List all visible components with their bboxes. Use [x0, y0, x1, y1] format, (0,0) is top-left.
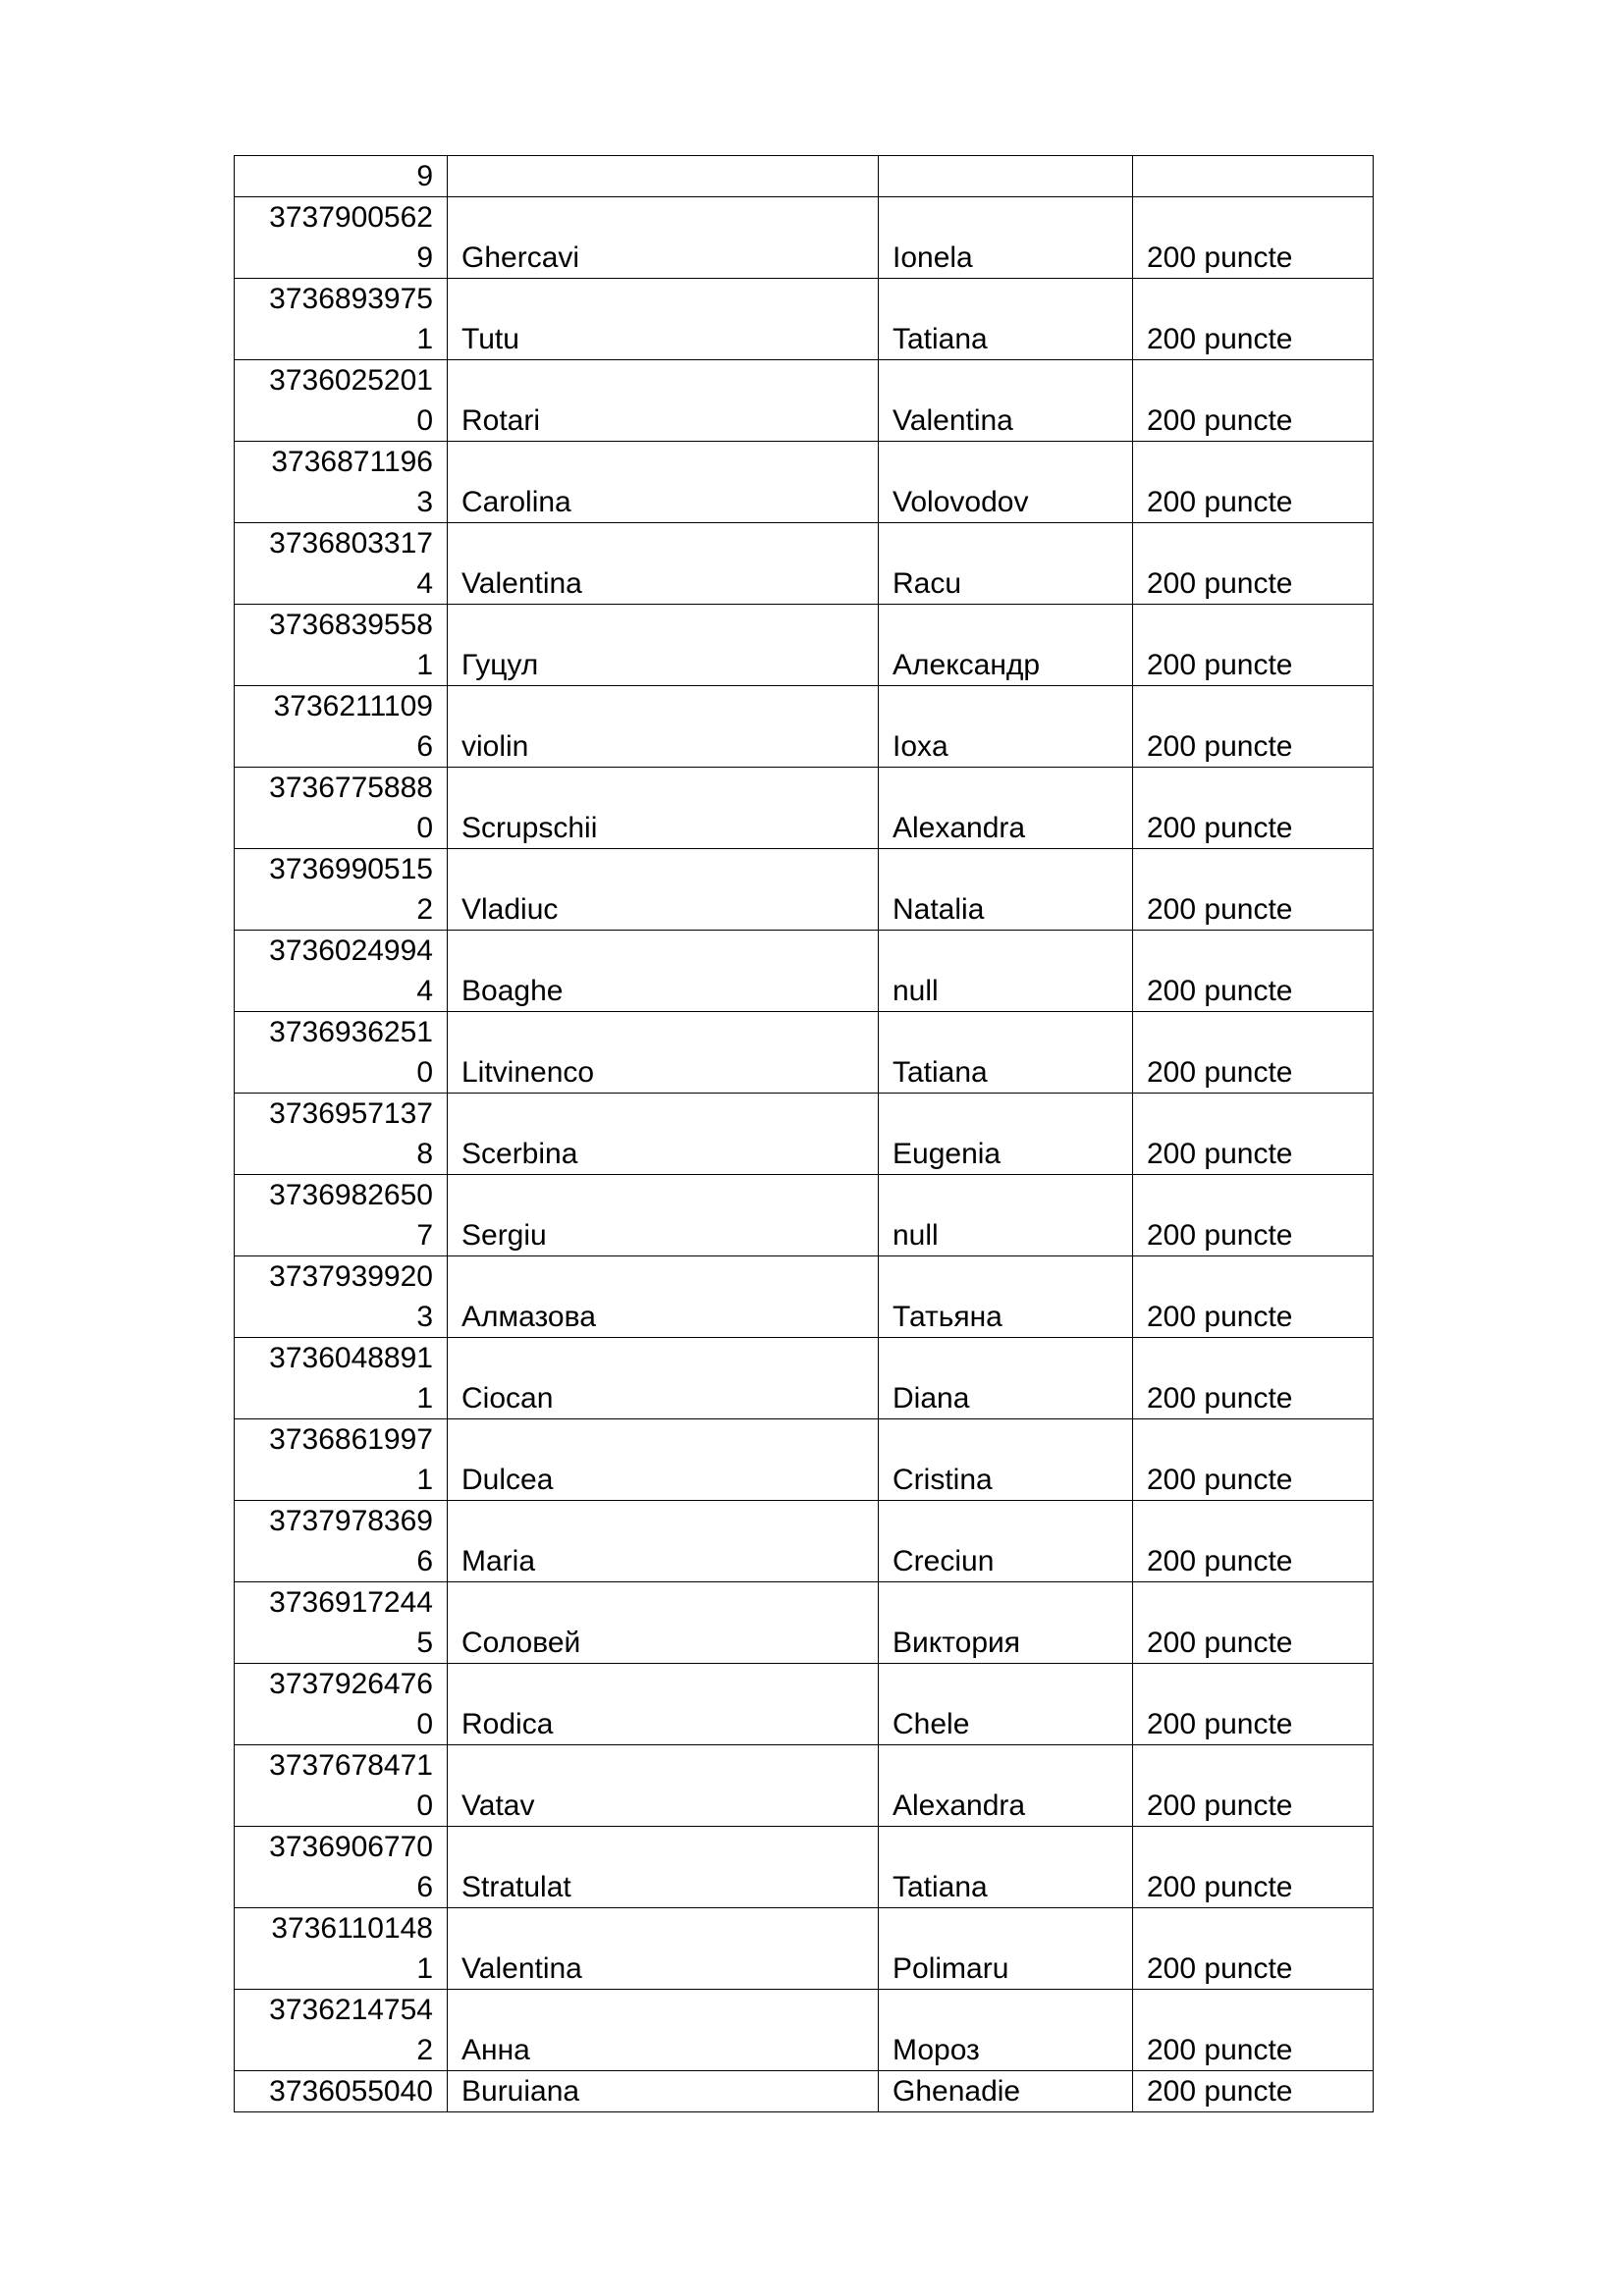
- first-name-cell: Eugenia: [879, 1094, 1133, 1175]
- phone-line: 3737939920: [269, 1260, 433, 1293]
- points-cell: 200 puncte: [1133, 1908, 1374, 1990]
- points-cell: 200 puncte: [1133, 1745, 1374, 1827]
- last-name-cell: Vladiuc: [448, 849, 879, 931]
- points-cell: 200 puncte: [1133, 1827, 1374, 1908]
- first-name-cell: Ioxa: [879, 686, 1133, 768]
- last-name-cell: Valentina: [448, 1908, 879, 1990]
- phone-line: 5: [416, 1627, 433, 1659]
- table-row: [235, 1012, 1374, 1094]
- last-name-cell: Vatav: [448, 1745, 879, 1827]
- phone-cell: [235, 1094, 448, 1175]
- phone-cell: [235, 1501, 448, 1582]
- phone-line: 3: [416, 1301, 433, 1333]
- phone-cell: [235, 1012, 448, 1094]
- phone-line: 3737926476: [269, 1668, 433, 1700]
- points-cell: 200 puncte: [1133, 768, 1374, 849]
- table-row: [235, 442, 1374, 523]
- phone-line: 3736982650: [269, 1179, 433, 1211]
- table-row: [235, 1745, 1374, 1827]
- phone-line: 2: [416, 893, 433, 926]
- points-cell: 200 puncte: [1133, 1012, 1374, 1094]
- last-name-cell: Stratulat: [448, 1827, 879, 1908]
- last-name-cell: Tutu: [448, 279, 879, 360]
- first-name-cell: null: [879, 931, 1133, 1012]
- points-cell: 200 puncte: [1133, 849, 1374, 931]
- phone-line: 6: [416, 1871, 433, 1903]
- first-name-cell: Alexandra: [879, 768, 1133, 849]
- last-name-cell: Анна: [448, 1990, 879, 2071]
- last-name-cell: Соловей: [448, 1582, 879, 1664]
- phone-line: 3736024994: [269, 934, 433, 967]
- phone-line: 3737900562: [269, 201, 433, 234]
- first-name-cell: Natalia: [879, 849, 1133, 931]
- first-name-cell: Ionela: [879, 197, 1133, 279]
- phone-line: 0: [416, 1789, 433, 1822]
- phone-cell: [235, 1256, 448, 1338]
- last-name-cell: Scrupschii: [448, 768, 879, 849]
- phone-cell: [235, 156, 448, 197]
- phone-line: 3737978369: [269, 1505, 433, 1537]
- phone-cell: [235, 442, 448, 523]
- last-name-cell: Sergiu: [448, 1175, 879, 1256]
- last-name-cell: Litvinenco: [448, 1012, 879, 1094]
- last-name-cell: Rotari: [448, 360, 879, 442]
- phone-cell: [235, 1827, 448, 1908]
- last-name-cell: violin: [448, 686, 879, 768]
- first-name-cell: Мороз: [879, 1990, 1133, 2071]
- phone-line: 3736936251: [269, 1016, 433, 1048]
- last-name-cell: Ciocan: [448, 1338, 879, 1419]
- phone-line: 9: [416, 160, 433, 192]
- last-name-cell: Rodica: [448, 1664, 879, 1745]
- points-cell: 200 puncte: [1133, 2071, 1374, 2112]
- phone-line: 3736211109: [273, 690, 433, 722]
- points-cell: 200 puncte: [1133, 686, 1374, 768]
- table-row: [235, 1175, 1374, 1256]
- phone-cell: [235, 931, 448, 1012]
- first-name-cell: Volovodov: [879, 442, 1133, 523]
- points-cell: 200 puncte: [1133, 360, 1374, 442]
- phone-line: 6: [416, 1545, 433, 1577]
- first-name-cell: Chele: [879, 1664, 1133, 1745]
- table-row: [235, 1256, 1374, 1338]
- table-body: [235, 156, 1374, 2112]
- phone-line: 3736803317: [269, 527, 433, 560]
- points-cell: 200 puncte: [1133, 197, 1374, 279]
- phone-cell: [235, 1745, 448, 1827]
- phone-line: 1: [416, 1382, 433, 1415]
- phone-line: 3737678471: [269, 1749, 433, 1782]
- points-cell: 200 puncte: [1133, 931, 1374, 1012]
- phone-line: 0: [416, 812, 433, 844]
- first-name-cell: Ghenadie: [879, 2071, 1133, 2112]
- phone-cell: [235, 605, 448, 686]
- phone-line: 9: [416, 241, 433, 274]
- points-cell: 200 puncte: [1133, 1664, 1374, 1745]
- points-cell: 200 puncte: [1133, 523, 1374, 605]
- phone-line: 4: [416, 975, 433, 1007]
- first-name-cell: Татьяна: [879, 1256, 1133, 1338]
- first-name-cell: Виктория: [879, 1582, 1133, 1664]
- points-cell: 200 puncte: [1133, 1419, 1374, 1501]
- phone-line: 6: [416, 730, 433, 763]
- points-cell: 200 puncte: [1133, 605, 1374, 686]
- last-name-cell: Ghercavi: [448, 197, 879, 279]
- last-name-cell: Valentina: [448, 523, 879, 605]
- table-row: [235, 523, 1374, 605]
- table-row: [235, 605, 1374, 686]
- phone-cell: [235, 686, 448, 768]
- table-row: [235, 768, 1374, 849]
- points-cell: 200 puncte: [1133, 1501, 1374, 1582]
- last-name-cell: Алмазова: [448, 1256, 879, 1338]
- phone-line: 3736957137: [269, 1097, 433, 1130]
- phone-line: 3736214754: [269, 1994, 433, 2026]
- first-name-cell: Tatiana: [879, 279, 1133, 360]
- phone-line: 0: [416, 404, 433, 437]
- last-name-cell: Carolina: [448, 442, 879, 523]
- phone-line: 3736990515: [269, 853, 433, 885]
- phone-cell: [235, 1908, 448, 1990]
- points-cell: 200 puncte: [1133, 1582, 1374, 1664]
- participants-table: [234, 155, 1374, 2112]
- table-row: [235, 1664, 1374, 1745]
- phone-line: 3736906770: [269, 1831, 433, 1863]
- points-cell: 200 puncte: [1133, 1256, 1374, 1338]
- last-name-cell: Scerbina: [448, 1094, 879, 1175]
- table-row: [235, 1582, 1374, 1664]
- phone-cell: [235, 360, 448, 442]
- phone-line: 1: [416, 1952, 433, 1985]
- phone-line: 0: [416, 1056, 433, 1089]
- last-name-cell: Boaghe: [448, 931, 879, 1012]
- table-row: [235, 931, 1374, 1012]
- phone-cell: [235, 1664, 448, 1745]
- first-name-cell: [879, 156, 1133, 197]
- phone-line: 7: [416, 1219, 433, 1252]
- phone-line: 3736055040: [269, 2075, 433, 2108]
- phone-line: 3736110148: [271, 1912, 433, 1945]
- phone-line: 8: [416, 1138, 433, 1170]
- phone-line: 3736048891: [269, 1342, 433, 1374]
- first-name-cell: Alexandra: [879, 1745, 1133, 1827]
- table-row: [235, 2071, 1374, 2112]
- phone-line: 4: [416, 567, 433, 600]
- first-name-cell: null: [879, 1175, 1133, 1256]
- table-row: [235, 1419, 1374, 1501]
- last-name-cell: [448, 156, 879, 197]
- table-row: [235, 156, 1374, 197]
- points-cell: 200 puncte: [1133, 279, 1374, 360]
- phone-cell: [235, 1582, 448, 1664]
- first-name-cell: Tatiana: [879, 1012, 1133, 1094]
- first-name-cell: Racu: [879, 523, 1133, 605]
- points-cell: 200 puncte: [1133, 442, 1374, 523]
- phone-cell: [235, 1990, 448, 2071]
- phone-line: 1: [416, 1464, 433, 1496]
- table-row: [235, 1501, 1374, 1582]
- table-row: [235, 360, 1374, 442]
- phone-line: 3736893975: [269, 283, 433, 315]
- first-name-cell: Tatiana: [879, 1827, 1133, 1908]
- table-row: [235, 1338, 1374, 1419]
- points-cell: 200 puncte: [1133, 1175, 1374, 1256]
- table-row: [235, 279, 1374, 360]
- phone-line: 2: [416, 2034, 433, 2066]
- last-name-cell: Buruiana: [448, 2071, 879, 2112]
- last-name-cell: Гуцул: [448, 605, 879, 686]
- table-row: [235, 686, 1374, 768]
- first-name-cell: Александр: [879, 605, 1133, 686]
- phone-line: 1: [416, 323, 433, 355]
- table-row: [235, 1827, 1374, 1908]
- first-name-cell: Valentina: [879, 360, 1133, 442]
- phone-cell: [235, 849, 448, 931]
- points-cell: 200 puncte: [1133, 1990, 1374, 2071]
- last-name-cell: Dulcea: [448, 1419, 879, 1501]
- phone-cell: [235, 768, 448, 849]
- first-name-cell: Creciun: [879, 1501, 1133, 1582]
- first-name-cell: Diana: [879, 1338, 1133, 1419]
- phone-line: 3: [416, 486, 433, 518]
- table-row: [235, 1908, 1374, 1990]
- phone-cell: [235, 1338, 448, 1419]
- first-name-cell: Cristina: [879, 1419, 1133, 1501]
- phone-line: 3736917244: [269, 1586, 433, 1619]
- phone-cell: [235, 523, 448, 605]
- phone-line: 3736871196: [271, 446, 433, 478]
- points-cell: [1133, 156, 1374, 197]
- phone-cell: [235, 1175, 448, 1256]
- table-row: [235, 1990, 1374, 2071]
- phone-cell: [235, 279, 448, 360]
- phone-cell: [235, 197, 448, 279]
- phone-line: 3736861997: [269, 1423, 433, 1456]
- phone-line: 1: [416, 649, 433, 681]
- phone-line: 3736775888: [269, 772, 433, 804]
- points-cell: 200 puncte: [1133, 1094, 1374, 1175]
- phone-cell: [235, 2071, 448, 2112]
- phone-line: 0: [416, 1708, 433, 1740]
- points-cell: 200 puncte: [1133, 1338, 1374, 1419]
- phone-line: 3736839558: [269, 609, 433, 641]
- table-row: [235, 1094, 1374, 1175]
- phone-line: 3736025201: [269, 364, 433, 397]
- last-name-cell: Maria: [448, 1501, 879, 1582]
- table-row: [235, 849, 1374, 931]
- phone-cell: [235, 1419, 448, 1501]
- table-row: [235, 197, 1374, 279]
- first-name-cell: Polimaru: [879, 1908, 1133, 1990]
